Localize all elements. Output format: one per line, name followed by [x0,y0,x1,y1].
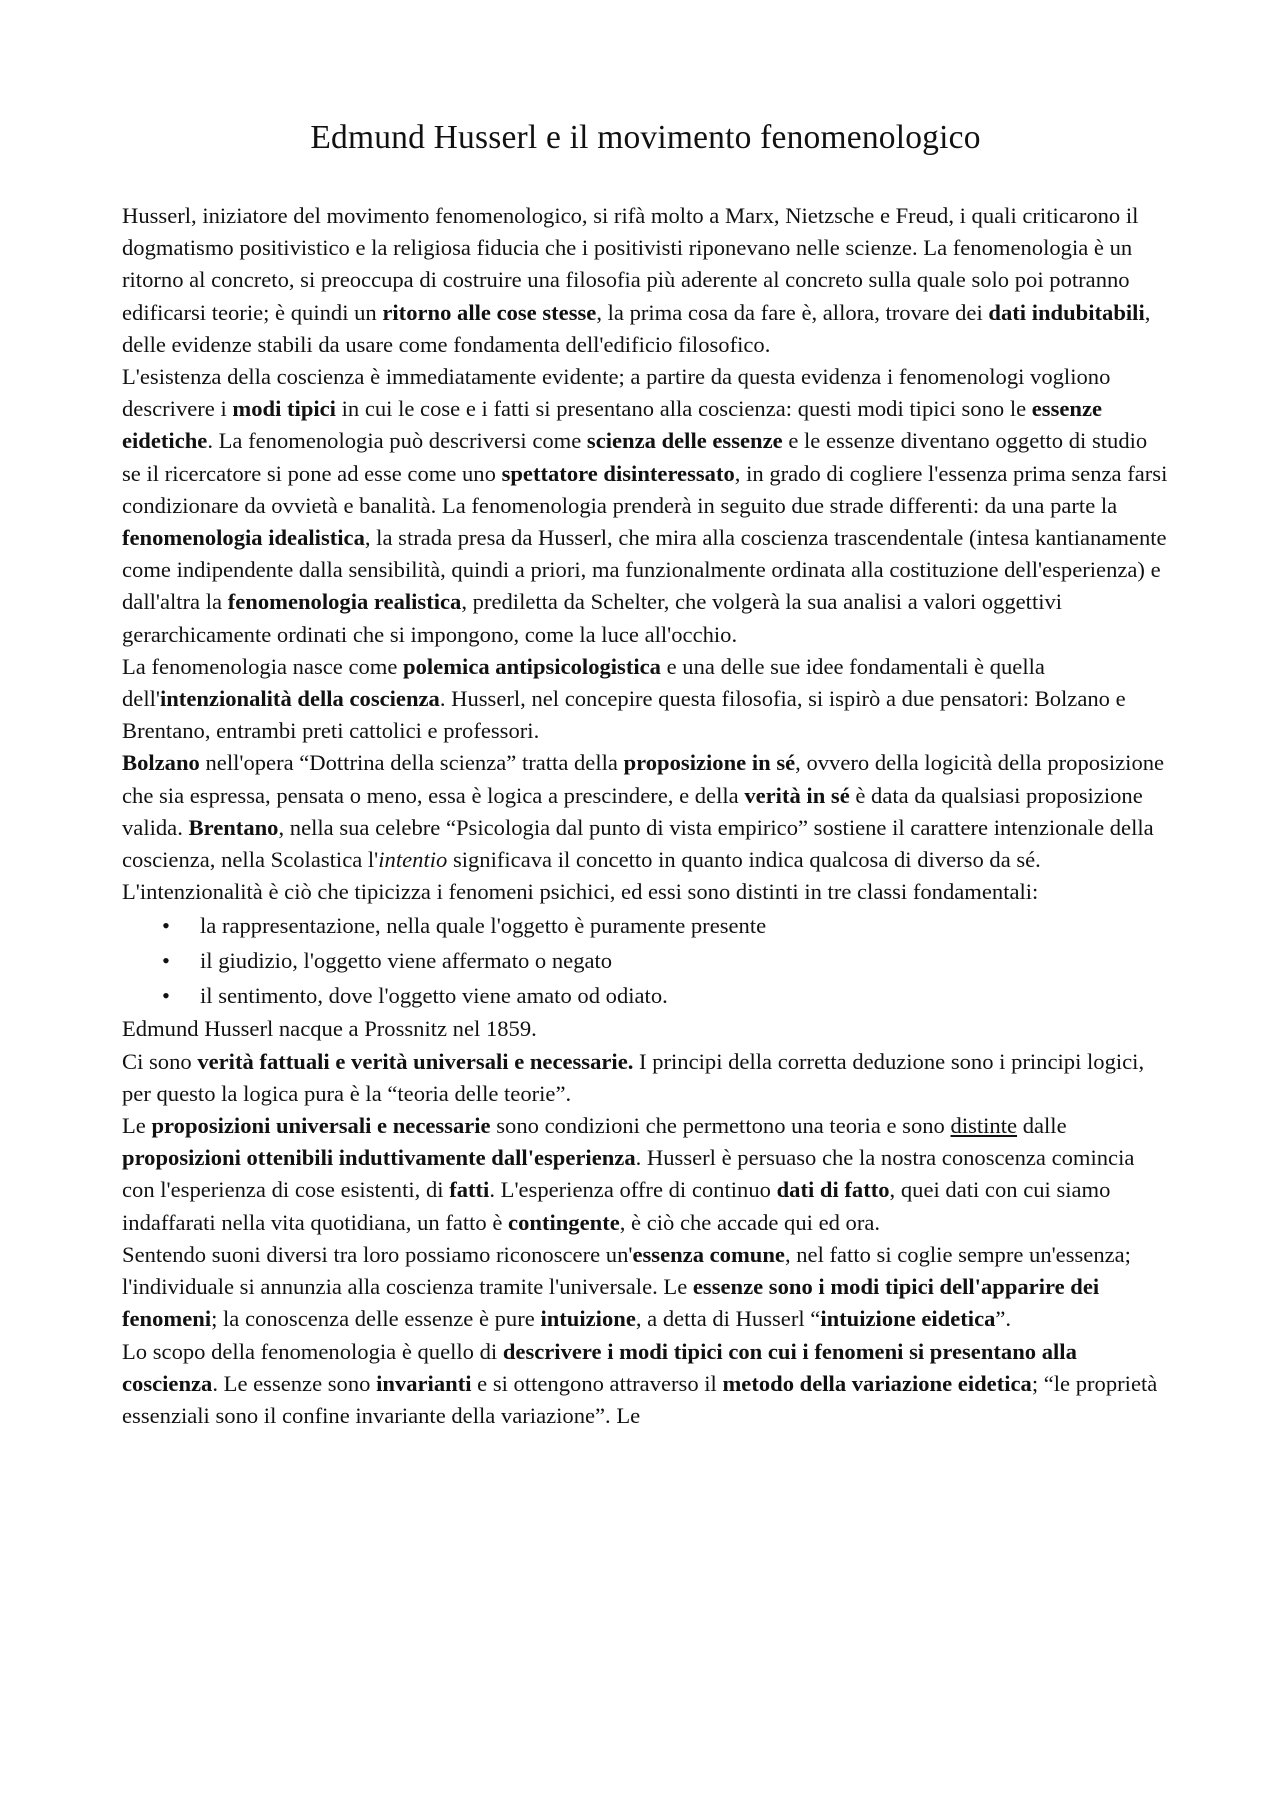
paragraph [122,1336,1169,1433]
text-run: ; la conoscenza delle essenze è pure [211,1306,541,1332]
text-run: e le essenze diventano oggetto di studio se il ricercatore si pone ad esse come uno [122,428,1148,486]
document-title: Edmund Husserl e il movimento fenomenologico [310,119,981,156]
text-run: . Husserl, nel concepire questa filosofia, si ispirò a due pensatori: Bolzano e Brentano, entrambi preti cattolici e professori. [122,686,1126,744]
text-run: . Le essenze sono [212,1370,377,1396]
bold-term: dati di fatto [776,1177,890,1203]
paragraph [122,651,1169,748]
text-run: L'intenzionalità è ciò che tipicizza i fenomeni psichici, ed essi sono distinti in tre classi fondamentali: [122,879,1039,905]
bold-term: Brentano [188,814,279,840]
text-run: , a detta di Husserl “ [635,1306,821,1332]
text-run: in cui le cose e i fatti si presentano alla coscienza: questi modi tipici sono le [335,396,1032,422]
bold-term: verità fattuali e verità universali e necessarie. [197,1048,634,1074]
text-run: , ovvero della logicità della proposizione che sia espressa, pensata o meno, essa è logica a prescindere, e della [122,750,1165,808]
text-run: dalle [1017,1113,1067,1139]
text-run: La fenomenologia nasce come [122,653,404,679]
bold-term: ritorno alle cose stesse [382,299,597,325]
bold-term: fatti [449,1177,490,1203]
underlined-term: distinte [950,1113,1018,1139]
paragraph [122,361,1169,651]
bold-term: spettatore disinteressato [501,460,735,486]
text-run: L'esistenza della coscienza è immediatamente evidente; a partire da questa evidenza i fenomenologi vogliono descrivere i [122,364,1111,422]
bullet-item: • la rappresentazione, nella quale l'oggetto è puramente presente [162,908,1169,943]
paragraphs-before-list [122,200,1169,908]
text-run: , quei dati con cui siamo indaffarati nella vita quotidiana, un fatto è [122,1177,1111,1235]
text-run: Lo scopo della fenomenologia è quello di [122,1338,503,1364]
text-run: , nel fatto si coglie sempre un'essenza; l'individuale si annunzia alla coscienza tramite l'universale. Le [122,1241,1131,1300]
paragraph [122,200,1169,361]
bold-term: Bolzano [122,750,200,776]
bold-term: essenze eidetiche [122,396,1103,454]
document-body [122,200,1169,1432]
bold-term: polemica antipsicologistica [403,653,661,679]
bold-term: dati indubitabili [988,299,1145,325]
bold-term: intuizione eidetica [820,1306,996,1332]
bold-term: scienza delle essenze [586,428,783,454]
text-run: ”. [995,1306,1012,1332]
paragraph [122,1046,1169,1110]
paragraph [122,876,1169,908]
bullet-item: • il sentimento, dove l'oggetto viene amato od odiato. [162,978,1169,1013]
text-run: . Husserl è persuaso che la nostra conoscenza comincia con l'esperienza di cose esistenti, di [122,1145,1135,1203]
text-run: Sentendo suoni diversi tra loro possiamo riconoscere un' [122,1241,633,1267]
bold-term: proposizioni ottenibili induttivamente dall'esperienza [122,1145,636,1171]
text-run: Edmund Husserl nacque a Prossnitz nel 1859. [122,1016,537,1042]
paragraph [122,1110,1169,1239]
paragraph [122,1239,1169,1336]
text-run: , nella sua celebre “Psicologia dal punto di vista empirico” sostiene il carattere intenzionale della coscienza, nella Scolastica l' [122,814,1154,873]
text-run: Le [122,1113,152,1139]
paragraph [122,1013,1169,1045]
bold-term: proposizioni universali e necessarie [151,1113,491,1139]
text-run: , delle evidenze stabili da usare come fondamenta dell'edificio filosofico. [122,299,1151,357]
bold-term: fenomenologia idealistica [122,525,365,551]
text-run: . La fenomenologia può descriversi come [207,428,587,454]
text-run: significava il concetto in quanto indica qualcosa di diverso da sé. [447,847,1041,873]
bold-term: modi tipici [232,396,336,422]
text-run: , la prima cosa da fare è, allora, trovare dei [596,299,989,325]
text-run: è data da qualsiasi proposizione valida. [122,782,1143,840]
text-run: I principi della corretta deduzione sono i principi logici, per questo la logica pura è la “teoria delle teorie”. [122,1048,1145,1106]
text-run: Ci sono [122,1048,198,1074]
bold-term: descrivere i modi tipici con cui i fenomeni si presentano alla coscienza [122,1338,1077,1396]
bullet-item: • il giudizio, l'oggetto viene affermato o negato [162,943,1169,978]
text-run: e una delle sue idee fondamentali è quella dell' [122,653,1045,712]
text-run: nell'opera “Dottrina della scienza” tratta della [199,750,624,776]
text-run: Husserl, iniziatore del movimento fenomenologico, si rifà molto a Marx, Nietzsche e Freud, i quali criticarono il dogmatismo positivistico e la religiosa fiducia che i positivisti riponevano nelle scienze. La fenomenologia è un ritorno al concreto, si preoccupa di costruire una filosofia più aderente al concreto sulla quale solo poi potranno edificarsi teorie; è quindi un [122,203,1139,325]
bold-term: invarianti [376,1370,472,1396]
text-run: , prediletta da Schelter, che volgerà la sua analisi a valori oggettivi gerarchicamente ordinati che si impongono, come la luce all'occhio. [122,589,1063,647]
bold-term: intenzionalità della coscienza [159,686,440,712]
text-run: , in grado di cogliere l'essenza prima senza farsi condizionare da ovvietà e banalità. La fenomenologia prenderà in seguito due strade differenti: da una parte la [122,460,1168,518]
text-run: sono condizioni che permettono una teoria e sono [490,1113,951,1139]
paragraphs-after-list [122,1013,1169,1432]
bold-term: verità in sé [744,782,850,808]
text-run: . L'esperienza offre di continuo [489,1177,777,1203]
text-run: , è ciò che accade qui ed ora. [619,1209,881,1235]
bold-term: intuizione [540,1306,636,1332]
bullet-list [122,908,1169,1013]
bold-term: proposizione in sé [623,750,796,776]
bold-term: contingente [508,1209,620,1235]
bold-term: essenza comune [632,1241,785,1267]
italic-term: intentio [378,847,448,873]
text-run: e si ottengono attraverso il [471,1370,723,1396]
text-run: , la strada presa da Husserl, che mira alla coscienza trascendentale (intesa kantianamente come indipendente dalla sensibilità, quindi a priori, ma funzionalmente ordinata alla costituzione dell'esperienza) e dall'altra la [122,525,1167,615]
text-run: ; “le proprietà essenziali sono il confine invariante della variazione”. Le [122,1370,1158,1428]
bold-term: metodo della variazione eidetica [722,1370,1032,1396]
bold-term: fenomenologia realistica [227,589,462,615]
bold-term: essenze sono i modi tipici dell'apparire dei fenomeni [122,1274,1100,1332]
paragraph [122,747,1169,876]
